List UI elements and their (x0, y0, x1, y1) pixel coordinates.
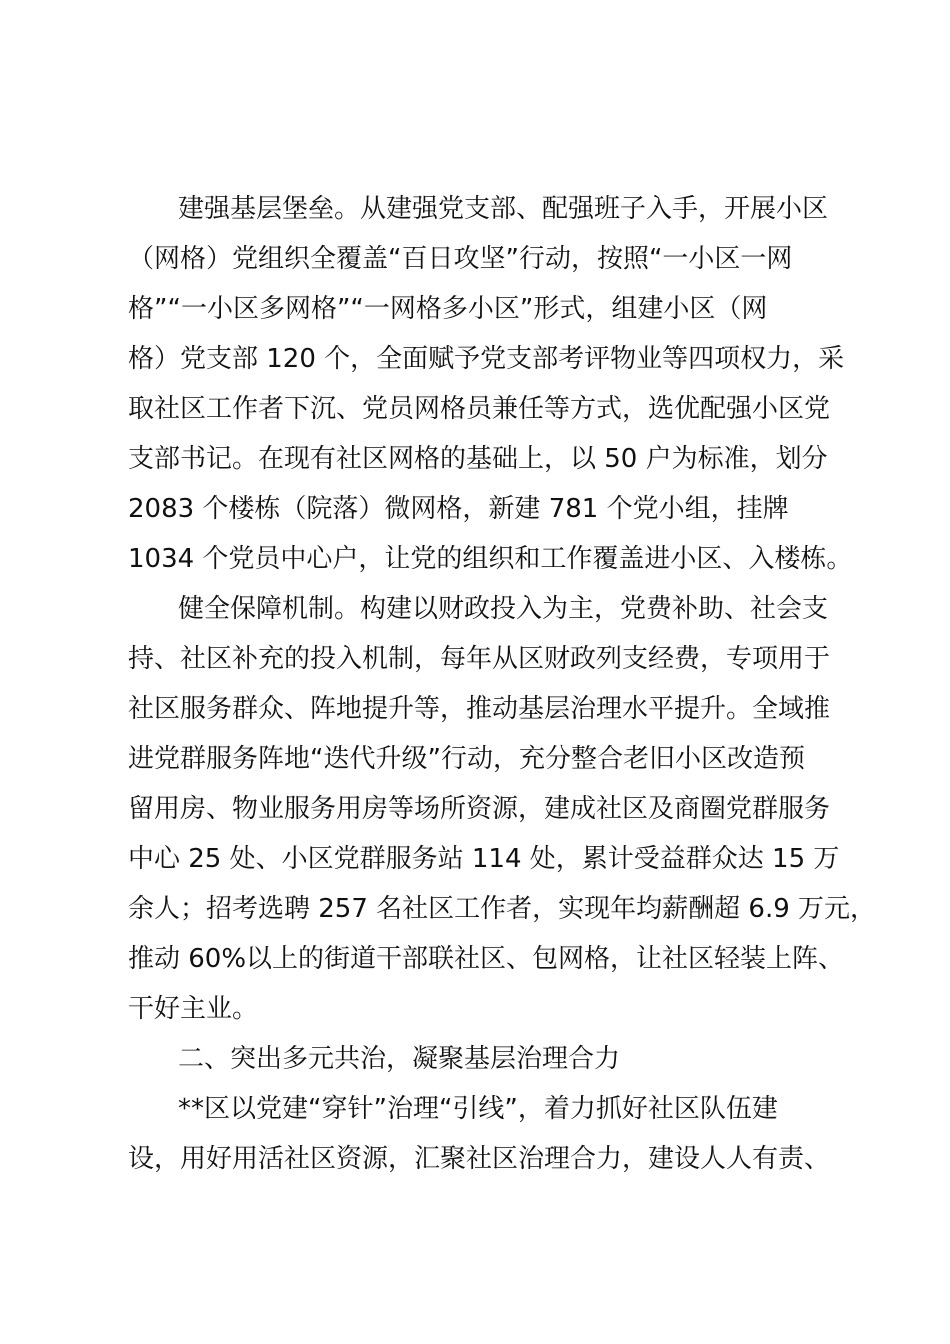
paragraph-1-line-2: （网格）党组织全覆盖“百日攻坚”行动，按照“一小区一网 (128, 244, 793, 274)
paragraph-1-line-4: 格）党支部 120 个，全面赋予党支部考评物业等四项权力，采 (128, 344, 845, 374)
paragraph-2-line-5: 留用房、物业服务用房等场所资源，建成社区及商圈党群服务 (128, 794, 831, 824)
paragraph-1-line-7: 2083 个楼栋（院落）微网格，新建 781 个党小组，挂牌 (128, 494, 789, 524)
paragraph-1-line-8: 1034 个党员中心户，让党的组织和工作覆盖进小区、入楼栋。 (128, 544, 853, 574)
paragraph-2-line-3: 社区服务群众、阵地提升等，推动基层治理水平提升。全域推 (128, 694, 831, 724)
paragraph-1-line-3: 格”“一小区多网格”“一网格多小区”形式，组建小区（网 (128, 294, 768, 324)
paragraph-2-line-4: 进党群服务阵地“迭代升级”行动，充分整合老旧小区改造预 (128, 744, 805, 774)
paragraph-3-line-2: 设，用好用活社区资源，汇聚社区治理合力，建设人人有责、 (128, 1144, 831, 1174)
paragraph-2-line-8: 推动 60%以上的街道干部联社区、包网格，让社区轻装上阵、 (128, 944, 845, 974)
paragraph-1-line-6: 支部书记。在现有社区网格的基础上，以 50 户为标准，划分 (128, 444, 828, 474)
paragraph-1-line-5: 取社区工作者下沉、党员网格员兼任等方式，选优配强小区党 (128, 394, 831, 424)
paragraph-2-line-9: 干好主业。 (128, 994, 259, 1024)
paragraph-2-line-6: 中心 25 处、小区党群服务站 114 处，累计受益群众达 15 万 (128, 844, 840, 874)
paragraph-2-line-1: 健全保障机制。构建以财政投入为主，党费补助、社会支 (178, 594, 829, 624)
paragraph-2-line-7: 余人；招考选聘 257 名社区工作者，实现年均薪酬超 6.9 万元， (128, 894, 877, 924)
section-heading: 二、突出多元共治，凝聚基层治理合力 (178, 1044, 621, 1074)
paragraph-1-line-1: 建强基层堡垒。从建强党支部、配强班子入手，开展小区 (178, 194, 829, 224)
paragraph-3-line-1: **区以党建“穿针”治理“引线”，着力抓好社区队伍建 (178, 1094, 778, 1124)
paragraph-2-line-2: 持、社区补充的投入机制，每年从区财政列支经费，专项用于 (128, 644, 831, 674)
